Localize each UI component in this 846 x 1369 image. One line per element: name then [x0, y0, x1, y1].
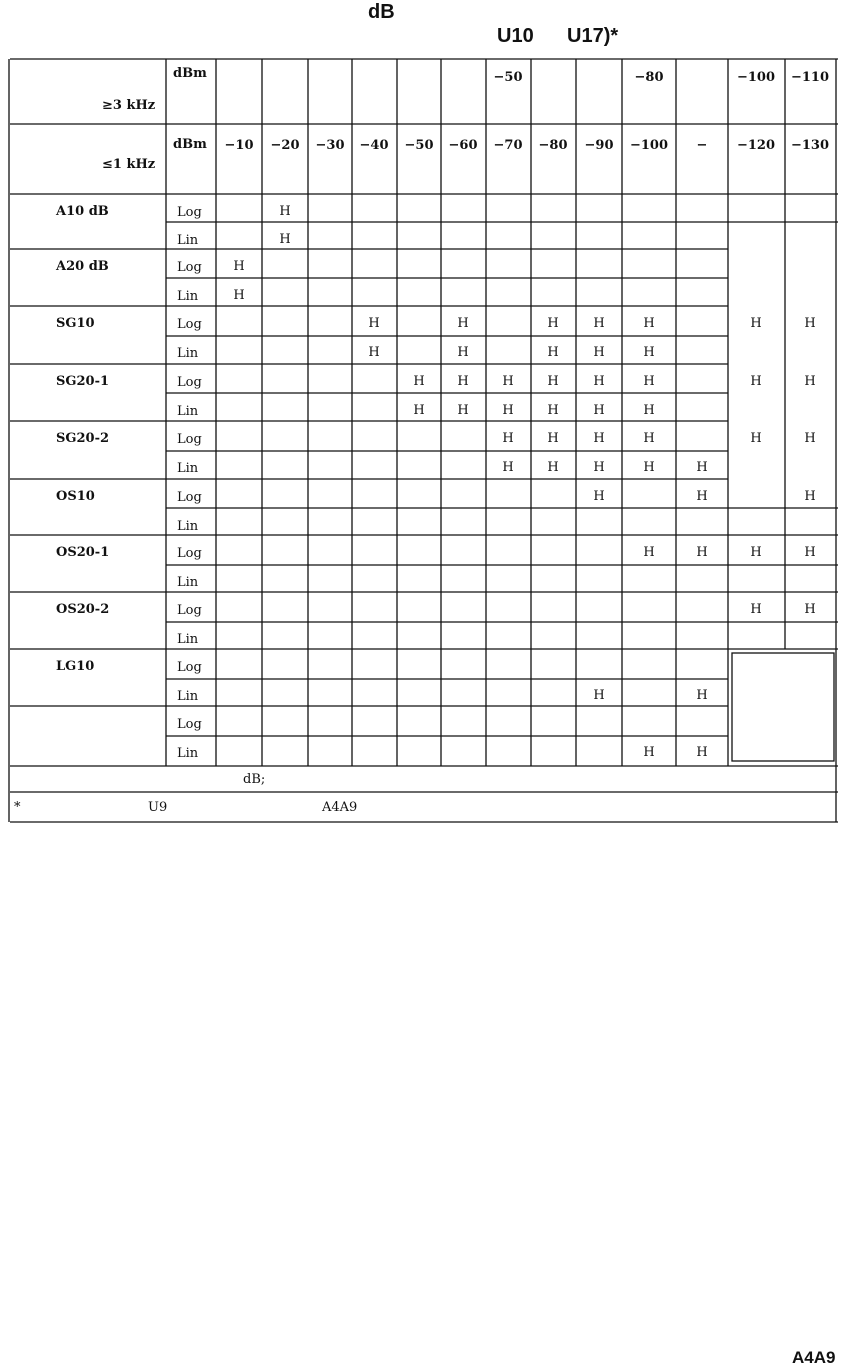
cell-marker: H: [368, 345, 380, 360]
unit-label-row2: dBm: [173, 137, 207, 152]
freq-condition-row1: ≥3 kHz: [102, 98, 156, 113]
mode-group-label: SG20-2: [56, 431, 110, 446]
cell-marker: H: [279, 232, 291, 247]
scale-label-log: Log: [177, 546, 202, 561]
scale-label-log: Log: [177, 317, 202, 332]
header-row2-value: −90: [584, 138, 614, 153]
cell-marker: H: [804, 602, 816, 617]
cell-marker: H: [233, 288, 245, 303]
cell-marker: H: [279, 204, 291, 219]
scale-label-log: Log: [177, 603, 202, 618]
scale-label-log: Log: [177, 375, 202, 390]
header-row2-value: −130: [790, 138, 830, 153]
cell-marker: H: [547, 460, 559, 475]
footer-db-note: dB;: [243, 772, 266, 787]
header-row1-value: −100: [736, 70, 776, 85]
scale-label-lin: Lin: [177, 519, 199, 534]
cell-marker: H: [750, 431, 762, 446]
header-row2-value: −80: [538, 138, 568, 153]
header-row2-value: −30: [315, 138, 345, 153]
cell-marker: H: [643, 345, 655, 360]
cell-marker: H: [547, 374, 559, 389]
cell-marker: H: [457, 345, 469, 360]
cell-marker: H: [804, 316, 816, 331]
mode-group-label: OS20-1: [56, 545, 110, 560]
header-row2-value: −: [696, 138, 708, 153]
cell-marker: H: [502, 460, 514, 475]
title-db: dB: [368, 1, 395, 23]
mode-group-label: A20 dB: [56, 259, 109, 274]
cell-marker: H: [696, 545, 708, 560]
cell-marker: H: [457, 374, 469, 389]
scale-label-lin: Lin: [177, 632, 199, 647]
cell-marker: H: [696, 688, 708, 703]
freq-condition-row2: ≤1 kHz: [102, 157, 156, 172]
cell-marker: H: [547, 403, 559, 418]
scale-label-log: Log: [177, 490, 202, 505]
cell-marker: H: [547, 431, 559, 446]
scale-label-lin: Lin: [177, 689, 199, 704]
cell-marker: H: [750, 374, 762, 389]
cell-marker: H: [643, 374, 655, 389]
mode-group-label: A10 dB: [56, 204, 109, 219]
scale-label-log: Log: [177, 432, 202, 447]
cell-marker: H: [750, 602, 762, 617]
footer-u9: U9: [148, 800, 168, 815]
header-row2-value: −100: [629, 138, 669, 153]
title-u10: U10: [497, 25, 534, 47]
unit-label-row1: dBm: [173, 66, 207, 81]
header-row2-value: −10: [224, 138, 254, 153]
cell-marker: H: [593, 403, 605, 418]
cell-marker: H: [696, 489, 708, 504]
scale-label-lin: Lin: [177, 346, 199, 361]
scale-label-log: Log: [177, 717, 202, 732]
cell-marker: H: [547, 316, 559, 331]
cell-marker: H: [804, 545, 816, 560]
cell-marker: H: [593, 489, 605, 504]
cell-marker: H: [593, 345, 605, 360]
cell-marker: H: [643, 545, 655, 560]
cell-marker: H: [593, 431, 605, 446]
header-row1-value: −80: [634, 70, 664, 85]
cell-marker: H: [593, 374, 605, 389]
cell-marker: H: [696, 460, 708, 475]
cell-marker: H: [804, 489, 816, 504]
cell-marker: H: [593, 316, 605, 331]
header-row2-value: −50: [404, 138, 434, 153]
cell-marker: H: [643, 460, 655, 475]
cell-marker: H: [547, 345, 559, 360]
header-row2-value: −120: [736, 138, 776, 153]
cell-marker: H: [233, 259, 245, 274]
cell-marker: H: [457, 403, 469, 418]
header-row1-value: −110: [790, 70, 830, 85]
scale-label-lin: Lin: [177, 746, 199, 761]
footer-a4a9: A4A9: [322, 800, 358, 815]
mode-group-label: LG10: [56, 659, 95, 674]
cell-marker: H: [368, 316, 380, 331]
scale-label-log: Log: [177, 205, 202, 220]
cell-marker: H: [643, 431, 655, 446]
cell-marker: H: [502, 431, 514, 446]
mode-group-label: SG20-1: [56, 374, 110, 389]
cell-marker: H: [804, 431, 816, 446]
scale-label-lin: Lin: [177, 461, 199, 476]
scale-label-lin: Lin: [177, 404, 199, 419]
cell-marker: H: [804, 374, 816, 389]
cell-marker: H: [696, 745, 708, 760]
cell-marker: H: [643, 316, 655, 331]
header-row2-value: −60: [448, 138, 478, 153]
title-u17: U17)*: [567, 25, 619, 47]
cell-marker: H: [413, 403, 425, 418]
scale-label-lin: Lin: [177, 289, 199, 304]
cell-marker: H: [643, 745, 655, 760]
cell-marker: H: [502, 374, 514, 389]
mode-group-label: SG10: [56, 316, 95, 331]
header-row2-value: −70: [493, 138, 523, 153]
cell-marker: H: [593, 460, 605, 475]
header-row1-value: −50: [493, 70, 523, 85]
header-row2-value: −40: [359, 138, 389, 153]
mode-group-label: OS20-2: [56, 602, 110, 617]
cell-marker: H: [750, 316, 762, 331]
scale-label-log: Log: [177, 660, 202, 675]
scale-label-lin: Lin: [177, 233, 199, 248]
cell-marker: H: [750, 545, 762, 560]
cell-marker: H: [457, 316, 469, 331]
cell-marker: H: [643, 403, 655, 418]
cell-marker: H: [413, 374, 425, 389]
page-corner-label: A4A9: [792, 1348, 836, 1367]
cell-marker: H: [593, 688, 605, 703]
header-row2-value: −20: [270, 138, 300, 153]
scale-label-lin: Lin: [177, 575, 199, 590]
scale-label-log: Log: [177, 260, 202, 275]
mode-group-label: OS10: [56, 489, 95, 504]
footer-asterisk: *: [14, 800, 21, 815]
cell-marker: H: [502, 403, 514, 418]
